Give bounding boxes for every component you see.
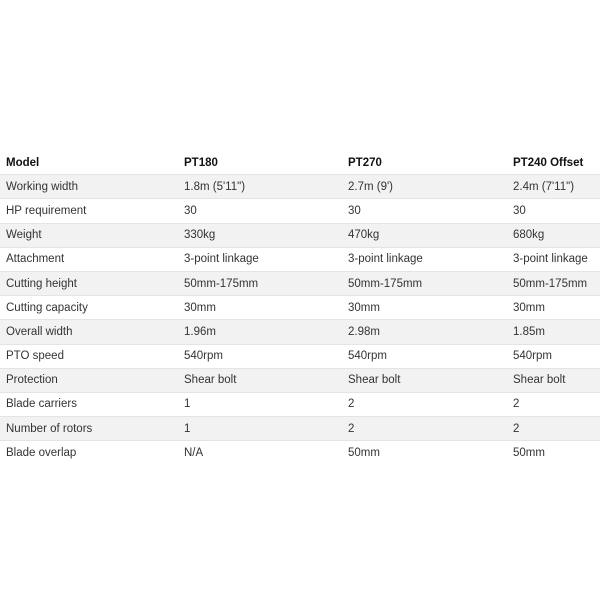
pt240-offset-value: 3-point linkage xyxy=(513,247,600,271)
pt270-value: 2.98m xyxy=(348,320,513,344)
pt240-offset-value: 2 xyxy=(513,417,600,441)
pt180-value: Shear bolt xyxy=(184,368,348,392)
header-pt180: PT180 xyxy=(184,156,218,169)
table-row xyxy=(0,417,600,441)
table-row xyxy=(0,296,600,320)
pt270-value: 30mm xyxy=(348,296,513,320)
pt240-offset-value: 50mm-175mm xyxy=(513,271,600,295)
pt270-value: 2 xyxy=(348,392,513,416)
table-row xyxy=(0,175,600,199)
table-header xyxy=(0,151,600,175)
spec-label: HP requirement xyxy=(0,199,184,223)
pt180-value: 1 xyxy=(184,392,348,416)
pt180-value: 30mm xyxy=(184,296,348,320)
spec-label: Number of rotors xyxy=(0,417,184,441)
pt240-offset-value: 30 xyxy=(513,199,600,223)
pt240-offset-value: 2.4m (7'11") xyxy=(513,175,600,199)
table-row xyxy=(0,344,600,368)
pt180-value: 540rpm xyxy=(184,344,348,368)
table-body xyxy=(0,175,600,465)
spec-label: Attachment xyxy=(0,247,184,271)
spec-table xyxy=(0,151,600,464)
table-row xyxy=(0,392,600,416)
header-pt270: PT270 xyxy=(348,156,382,169)
pt240-offset-value: 1.85m xyxy=(513,320,600,344)
pt240-offset-value: 50mm xyxy=(513,441,600,465)
pt180-value: 330kg xyxy=(184,223,348,247)
spec-label: Blade overlap xyxy=(0,441,184,465)
spec-label: Overall width xyxy=(0,320,184,344)
pt180-value: 3-point linkage xyxy=(184,247,348,271)
pt180-value: 50mm-175mm xyxy=(184,271,348,295)
table-row xyxy=(0,368,600,392)
pt270-value: 2.7m (9') xyxy=(348,175,513,199)
pt270-value: Shear bolt xyxy=(348,368,513,392)
pt270-value: 50mm-175mm xyxy=(348,271,513,295)
spec-label: Protection xyxy=(0,368,184,392)
spec-label: Weight xyxy=(0,223,184,247)
pt180-value: 1 xyxy=(184,417,348,441)
table-row xyxy=(0,441,600,465)
pt270-value: 470kg xyxy=(348,223,513,247)
table-row xyxy=(0,199,600,223)
header-pt240-offset: PT240 Offset xyxy=(513,156,584,169)
spec-label: PTO speed xyxy=(0,344,184,368)
pt270-value: 2 xyxy=(348,417,513,441)
spec-label: Blade carriers xyxy=(0,392,184,416)
header-row xyxy=(0,151,600,175)
pt180-value: 1.8m (5'11") xyxy=(184,175,348,199)
table-row xyxy=(0,320,600,344)
pt240-offset-value: 540rpm xyxy=(513,344,600,368)
pt180-value: N/A xyxy=(184,441,348,465)
pt270-value: 50mm xyxy=(348,441,513,465)
table-row xyxy=(0,223,600,247)
table-row xyxy=(0,247,600,271)
header-model: Model xyxy=(6,156,40,169)
spec-label: Cutting capacity xyxy=(0,296,184,320)
pt180-value: 30 xyxy=(184,199,348,223)
pt180-value: 1.96m xyxy=(184,320,348,344)
pt270-value: 540rpm xyxy=(348,344,513,368)
table-row xyxy=(0,271,600,295)
spec-label: Cutting height xyxy=(0,271,184,295)
pt240-offset-value: 2 xyxy=(513,392,600,416)
pt240-offset-value: 30mm xyxy=(513,296,600,320)
pt240-offset-value: 680kg xyxy=(513,223,600,247)
spec-label: Working width xyxy=(0,175,184,199)
pt270-value: 3-point linkage xyxy=(348,247,513,271)
pt270-value: 30 xyxy=(348,199,513,223)
pt240-offset-value: Shear bolt xyxy=(513,368,600,392)
